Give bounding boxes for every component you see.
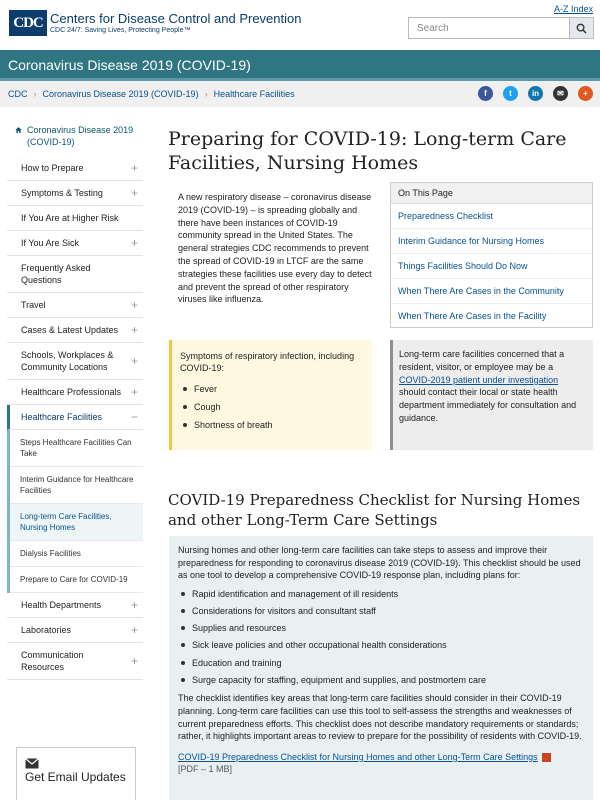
sidebar-item-healthcare-facilities[interactable] [7, 405, 143, 430]
sidebar-items-after [7, 593, 143, 680]
pdf-link-row [178, 751, 584, 776]
linkedin-icon[interactable]: in [528, 86, 543, 101]
expand-icon[interactable]: + [130, 385, 138, 399]
on-this-page-link-things-facilities-should-do-now[interactable]: Things Facilities Should Do Now [391, 254, 592, 279]
page-title: Preparing for COVID-19: Long-term Care Facilities, Nursing Homes [168, 128, 567, 174]
sidebar-item-label: Frequently Asked Questions [21, 263, 91, 285]
org-tagline: CDC 24/7: Saving Lives, Protecting People™ [50, 27, 191, 34]
symptoms-lead: Symptoms of respiratory infection, including COVID-19: [180, 351, 355, 373]
checklist-intro: Nursing homes and other long-term care facilities can take steps to assess and improve their preparedness for responding to coronavirus disease 2019 (COVID-19). This checklist should be used as one tool to develop a comprehensive COVID-19 response plan, including plans for: [178, 545, 581, 581]
expand-icon[interactable]: + [130, 323, 138, 337]
sidebar-subitem-prepare-to-care-for-covid-19[interactable]: Prepare to Care for COVID-19 [10, 567, 143, 593]
on-this-page-link-when-there-are-cases-in-the-community[interactable]: When There Are Cases in the Community [391, 279, 592, 304]
sidebar-item-label: Healthcare Professionals [21, 387, 122, 397]
checklist-item: Surge capacity for staffing, equipment and supplies, and postmortem care [178, 674, 584, 687]
sidebar-item-label: Laboratories [21, 625, 72, 635]
sidebar-item-symptoms-testing[interactable] [7, 181, 143, 206]
checklist-item: Sick leave policies and other occupational health considerations [178, 639, 584, 652]
symptom-item: Fever [180, 383, 364, 395]
sidebar-item-label: If You Are Sick [21, 238, 80, 248]
page-banner[interactable]: Coronavirus Disease 2019 (COVID-19) [0, 50, 600, 81]
az-index-link[interactable]: A-Z Index [553, 4, 593, 14]
chevron-right-icon: › [33, 89, 37, 99]
cdc-logo[interactable]: CDC [9, 10, 47, 36]
expand-icon[interactable]: + [130, 161, 138, 175]
social-share [478, 86, 593, 101]
search-button[interactable] [569, 18, 593, 38]
expand-icon[interactable]: + [130, 623, 138, 637]
expand-icon[interactable]: + [130, 186, 138, 200]
sidebar-item-label: Symptoms & Testing [21, 188, 103, 198]
sidebar-item-if-you-are-at-higher-risk[interactable] [7, 206, 143, 231]
symptom-item: Cough [180, 401, 364, 413]
facebook-icon[interactable]: f [478, 86, 493, 101]
breadcrumb-covid[interactable]: Coronavirus Disease 2019 (COVID-19) [42, 89, 199, 99]
checklist-item: Considerations for visitors and consultant staff [178, 605, 584, 618]
sidebar-item-travel[interactable] [7, 293, 143, 318]
pdf-meta: [PDF – 1 MB] [178, 764, 233, 775]
expand-icon[interactable]: + [130, 654, 138, 668]
sidebar-item-label: Travel [21, 300, 46, 310]
symptom-item: Shortness of breath [180, 419, 364, 431]
collapse-icon[interactable]: − [130, 410, 138, 424]
chevron-right-icon: › [204, 89, 208, 99]
expand-icon[interactable]: + [130, 598, 138, 612]
expand-icon[interactable]: + [130, 354, 138, 368]
pui-link[interactable]: COVID-2019 patient under investigation [399, 374, 559, 385]
on-this-page-heading: On This Page [391, 183, 592, 204]
sidebar-item-communication-resources[interactable] [7, 643, 143, 680]
envelope-icon [25, 758, 39, 769]
sidebar-item-healthcare-professionals[interactable] [7, 380, 143, 405]
concern-callout [390, 340, 593, 450]
symptoms-list [180, 383, 364, 431]
intro-paragraph: A new respiratory disease – coronavirus disease 2019 (COVID-19) – is spreading globally and there have been instances of COVID-19 community spread in the United States. The general strategies CDC recommends to prevent the spread of COVID-19 in LTCF are the same strategies these facilities use every day to detect and prevent the spread of other respiratory viruses like influenza. [178, 192, 372, 305]
search-input[interactable] [409, 18, 569, 38]
checklist-panel [169, 536, 593, 800]
sidebar-item-schools-workplaces-community-locations[interactable] [7, 343, 143, 380]
org-name[interactable]: Centers for Disease Control and Prevention [50, 11, 302, 26]
on-this-page-link-preparedness-checklist[interactable]: Preparedness Checklist [391, 204, 592, 229]
sidebar-nav [7, 118, 143, 680]
checklist-list [178, 588, 584, 687]
syndicate-icon[interactable]: + [578, 86, 593, 101]
breadcrumb-cdc[interactable]: CDC [8, 89, 28, 99]
twitter-icon[interactable]: t [503, 86, 518, 101]
breadcrumb-healthcare[interactable]: Healthcare Facilities [213, 89, 295, 99]
on-this-page-links [391, 204, 592, 328]
sidebar-item-label: If You Are at Higher Risk [21, 213, 119, 223]
expand-icon[interactable]: + [130, 236, 138, 250]
email-updates-card[interactable] [16, 747, 136, 800]
checklist-section-title: COVID-19 Preparedness Checklist for Nursing Homes and other Long-Term Care Settings [168, 491, 581, 529]
checklist-pdf-link[interactable]: COVID-19 Preparedness Checklist for Nursing Homes and other Long-Term Care Settings [178, 751, 538, 762]
sidebar-subitem-long-term-care-facilities-nursing-homes[interactable]: Long-term Care Facilities, Nursing Homes [10, 504, 143, 541]
email-updates-title [25, 756, 127, 785]
site-header [0, 0, 600, 50]
email-updates-label: Get Email Updates [25, 770, 126, 784]
on-this-page-box [390, 182, 593, 328]
expand-icon[interactable]: + [130, 298, 138, 312]
sidebar-item-if-you-are-sick[interactable] [7, 231, 143, 256]
sidebar-subitem-interim-guidance-for-healthcare-facilities[interactable]: Interim Guidance for Healthcare Facilities [10, 467, 143, 504]
checklist-item: Rapid identification and management of ill residents [178, 588, 584, 601]
sidebar-item-health-departments[interactable] [7, 593, 143, 618]
checklist-item: Education and training [178, 657, 584, 670]
pdf-icon [542, 753, 551, 762]
sidebar-subitem-steps-healthcare-facilities-can-take[interactable]: Steps Healthcare Facilities Can Take [10, 430, 143, 467]
email-icon[interactable]: ✉ [553, 86, 568, 101]
sidebar-item-frequently-asked-questions[interactable] [7, 256, 143, 293]
symptoms-callout [169, 340, 372, 450]
sidebar-home[interactable] [7, 118, 143, 156]
checklist-item: Supplies and resources [178, 622, 584, 635]
sidebar-item-label: Health Departments [21, 600, 102, 610]
sidebar-item-how-to-prepare[interactable] [7, 156, 143, 181]
checklist-body: The checklist identifies key areas that long-term care facilities should consider in their COVID-19 planning. Long-term care facilities can use this tool to self-assess the strengths and weaknesses of current preparedness efforts. This checklist does not describe mandatory requirements or standards; rather, it highlights important areas to review to prepare for the possibility of residents with COVID-19. [178, 693, 582, 742]
sidebar-home-label: Coronavirus Disease 2019 (COVID-19) [27, 125, 134, 147]
sidebar-item-cases-latest-updates[interactable] [7, 318, 143, 343]
sidebar-item-laboratories[interactable] [7, 618, 143, 643]
sidebar-subitem-dialysis-facilities[interactable]: Dialysis Facilities [10, 541, 143, 567]
home-icon [15, 125, 22, 135]
breadcrumb [0, 81, 600, 107]
search-icon [576, 23, 587, 34]
concern-text-after: should contact their local or state health department immediately for consultation and guidance. [399, 387, 577, 423]
sidebar-items [7, 156, 143, 405]
sidebar-item-label: Schools, Workplaces & Community Locations [21, 350, 114, 372]
sidebar-item-label: Communication Resources [21, 650, 84, 672]
sidebar-item-label: Cases & Latest Updates [21, 325, 119, 335]
concern-text-before: Long-term care facilities concerned that a resident, visitor, or employee may be a [399, 349, 565, 372]
on-this-page-link-when-there-are-cases-in-the-facility[interactable]: When There Are Cases in the Facility [398, 311, 547, 321]
sidebar-subitems [7, 430, 143, 593]
sidebar-item-label: How to Prepare [21, 163, 84, 173]
on-this-page-link-interim-guidance-for-nursing-homes[interactable]: Interim Guidance for Nursing Homes [391, 229, 592, 254]
search-box [408, 17, 594, 39]
sidebar-item-label: Healthcare Facilities [21, 412, 103, 422]
